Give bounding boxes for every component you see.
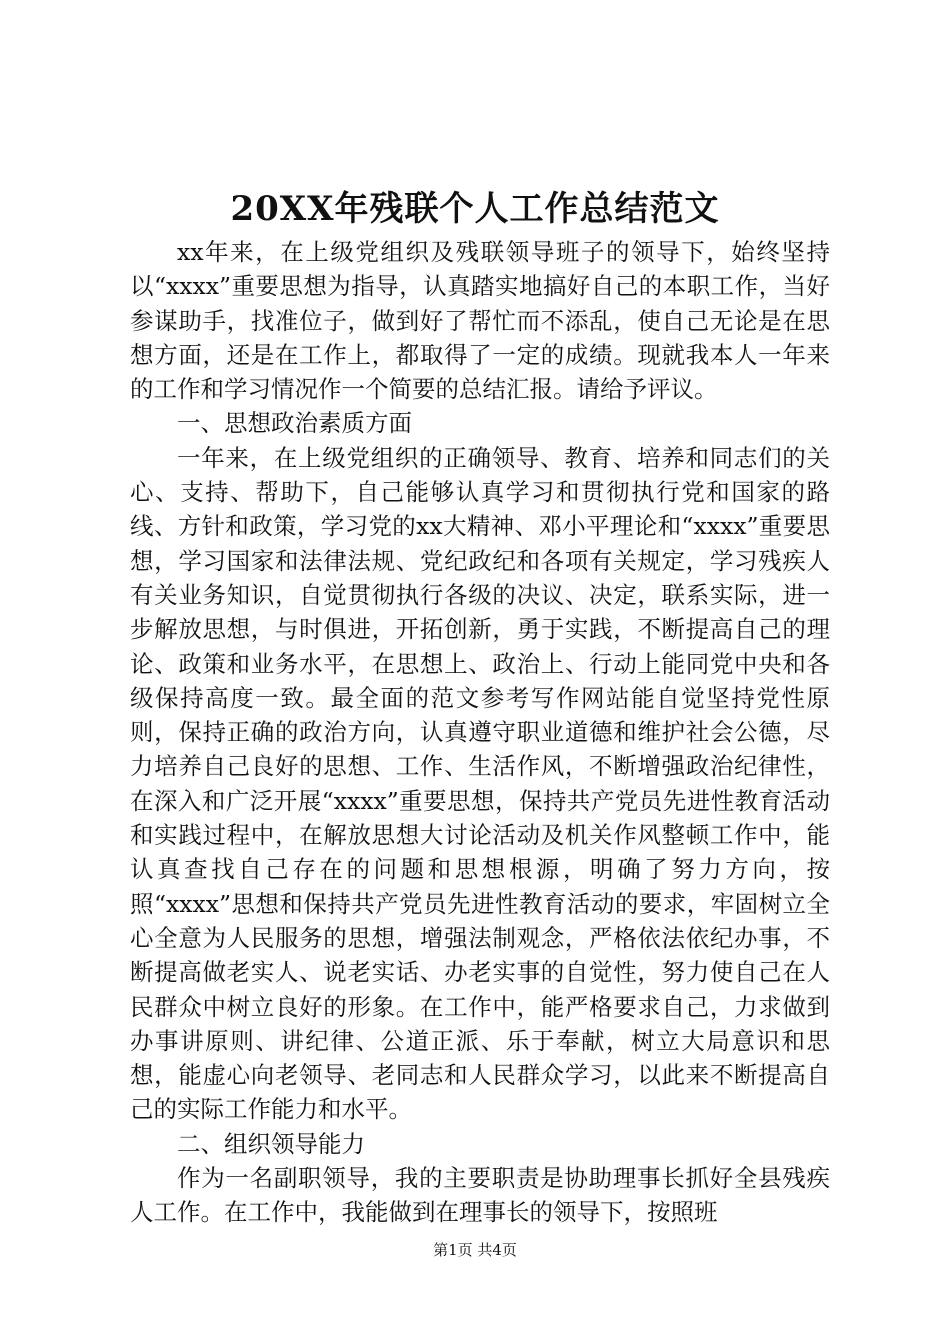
paragraph-intro: xx年来，在上级党组织及残联领导班子的领导下，始终坚持以“xxxx”重要思想为指导，认真踏实地搞好自己的本职工作，当好参谋助手，找准位子，做到好了帮忙而不添乱，使自己无论是在思想方面，还是在工作上，都取得了一定的成绩。现就我本人一年来的工作和学习情况作一个简要的总结汇报。请给予评议。 bbox=[130, 238, 830, 404]
paragraph-political: 一年来，在上级党组织的正确领导、教育、培养和同志们的关心、支持、帮助下，自己能够认真学习和贯彻执行党和国家的路线、方针和政策，学习党的xx大精神、邓小平理论和“xxxx”重要思想，学习国家和法律法规、党纪政纪和各项有关规定，学习残疾人有关业务知识，自觉贯彻执行各级的决议、决定，联系实际，进一步解放思想，与时俱进，开拓创新，勇于实践，不断提高自己的理论、政策和业务水平，在思想上、政治上、行动上能同党中央和各级保持高度一致。最全面的范文参考写作网站能自觉坚持党性原则，保持正确的政治方向，认真遵守职业道德和维护社会公德，尽力培养自己良好的思想、工作、生活作风，不断增强政治纪律性，在深入和广泛开展“xxxx”重要思想，保持共产党员先进性教育活动和实践过程中，在解放思想大讨论活动及机关作风整顿工作中，能认真查找自己存在的问题和思想根源，明确了努力方向，按照“xxxx”思想和保持共产党员先进性教育活动的要求，牢固树立全心全意为人民服务的思想，增强法制观念，严格依法依纪办事，不断提高做老实人、说老实话、办老实事的自觉性，努力使自己在人民群众中树立良好的形象。在工作中，能严格要求自己，力求做到办事讲原则、讲纪律、公道正派、乐于奉献，树立大局意识和思想，能虚心向老领导、老同志和人民群众学习，以此来不断提高自己的实际工作能力和水平。 bbox=[130, 443, 830, 1124]
section-heading-political: 一、思想政治素质方面 bbox=[177, 409, 412, 438]
page-footer bbox=[0, 1240, 950, 1260]
document-body bbox=[130, 235, 830, 1230]
paragraph-leadership: 作为一名副职领导，我的主要职责是协助理事长抓好全县残疾人工作。在工作中，我能做到在理事长的领导下，按照班 bbox=[130, 1164, 830, 1227]
page-indicator: 第1页 共4页 bbox=[433, 1241, 517, 1259]
document-title: 20XX年残联个人工作总结范文 bbox=[230, 189, 720, 229]
section-heading-leadership: 二、组织领导能力 bbox=[177, 1129, 365, 1158]
